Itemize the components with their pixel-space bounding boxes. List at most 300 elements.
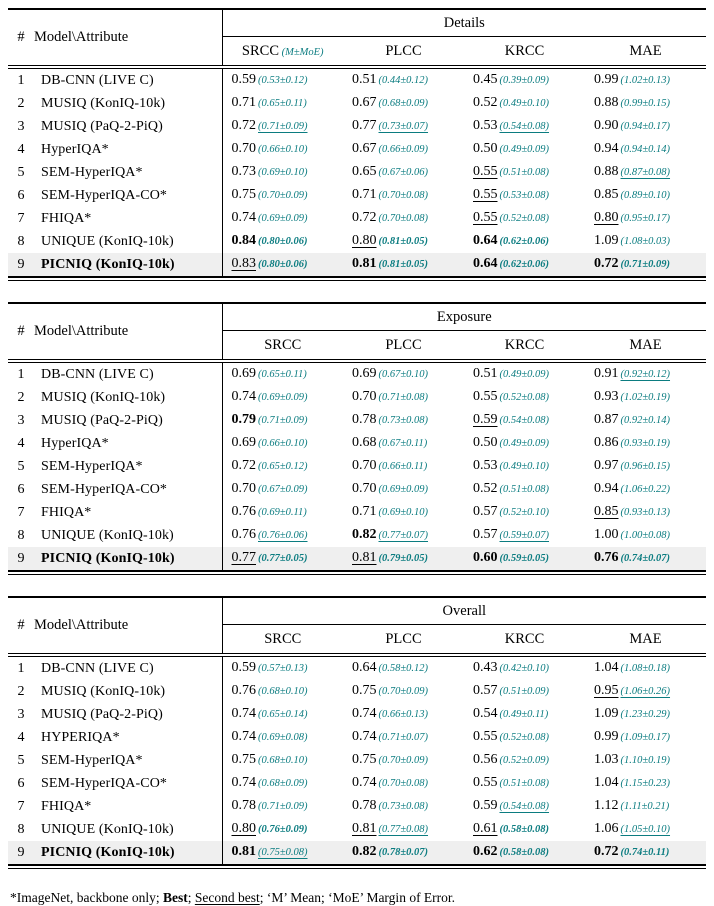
- metric-cell: [222, 230, 343, 253]
- row-number: 6: [17, 481, 25, 497]
- table-row: [8, 409, 706, 432]
- metric-moe: (1.23±0.29): [620, 709, 671, 720]
- metric-value: 0.57: [473, 683, 498, 698]
- metric-moe: (0.69±0.09): [258, 213, 308, 224]
- metric-cell: [222, 115, 343, 138]
- row-number: 9: [8, 547, 34, 571]
- row-number: 5: [17, 164, 25, 180]
- table-row: [8, 524, 706, 547]
- metric-moe: (0.66±0.10): [258, 438, 308, 449]
- metric-moe: (0.52±0.08): [499, 213, 550, 224]
- model-name: SEM-HyperIQA*: [41, 164, 143, 180]
- metric-cell: [464, 501, 585, 524]
- metric-moe: (0.65±0.11): [258, 98, 307, 109]
- header-row-group: [8, 9, 706, 37]
- metric-value: 0.80: [352, 233, 377, 248]
- metric-value: 0.70: [231, 141, 256, 156]
- metric-value: 0.70: [352, 481, 377, 496]
- metric-cell: [343, 67, 464, 92]
- table-row: [8, 138, 706, 161]
- metric-moe: (0.77±0.07): [378, 530, 429, 541]
- model-name: HYPERIQA*: [41, 729, 120, 745]
- details-table-wrapper: [8, 8, 706, 281]
- row-number: 5: [17, 458, 25, 474]
- metric-moe: (1.02±0.19): [620, 392, 671, 403]
- model-name: SEM-HyperIQA*: [41, 752, 143, 768]
- metric-cell: [222, 841, 343, 865]
- metric-moe: (0.67±0.06): [378, 167, 429, 178]
- metric-value: 0.97: [594, 458, 619, 473]
- table-row: [8, 115, 706, 138]
- model-name: DB-CNN (LIVE C): [41, 72, 154, 88]
- metric-moe: (0.69±0.09): [378, 484, 429, 495]
- metric-value: 0.67: [352, 95, 377, 110]
- metric-moe: (0.57±0.13): [258, 663, 308, 674]
- metric-value: 0.74: [352, 775, 377, 790]
- metric-cell: [464, 749, 585, 772]
- metric-value: 0.78: [352, 798, 377, 813]
- metric-value: 0.75: [352, 683, 377, 698]
- metric-value: 0.88: [594, 95, 619, 110]
- metric-value: 1.06: [594, 821, 619, 836]
- table-row: [8, 795, 706, 818]
- metric-moe: (0.77±0.08): [378, 824, 429, 835]
- metric-value: 0.52: [473, 95, 498, 110]
- metric-moe: (0.66±0.10): [258, 144, 308, 155]
- metric-moe: (0.68±0.09): [258, 778, 308, 789]
- model-attribute-column-header: Model\Attribute: [34, 9, 222, 67]
- metric-moe: (1.02±0.13): [620, 75, 671, 86]
- metric-moe: (0.75±0.08): [258, 847, 308, 858]
- metric-cell: [585, 409, 706, 432]
- metric-value: 1.04: [594, 660, 619, 675]
- metric-value: 0.81: [352, 550, 377, 565]
- metric-cell: [222, 703, 343, 726]
- metric-moe: (0.70±0.09): [258, 190, 308, 201]
- metric-moe: (0.69±0.09): [258, 392, 308, 403]
- metric-moe: (0.49±0.09): [499, 438, 550, 449]
- footnote-second-best-label: Second best: [194, 890, 260, 905]
- metric-moe: (0.53±0.08): [499, 190, 550, 201]
- metric-moe: (0.76±0.09): [258, 824, 308, 835]
- metric-cell: [343, 818, 464, 841]
- metric-moe: (0.51±0.08): [499, 167, 550, 178]
- metric-cell: [343, 455, 464, 478]
- metric-moe: (1.08±0.03): [620, 236, 671, 247]
- metric-cell: [343, 230, 464, 253]
- metric-cell: [585, 432, 706, 455]
- metric-value: 0.74: [231, 729, 256, 744]
- model-name: FHIQA*: [41, 210, 92, 226]
- metric-value: 0.69: [352, 366, 377, 381]
- row-number: 4: [17, 141, 25, 157]
- metric-value: 0.55: [473, 210, 498, 225]
- metric-cell: [464, 386, 585, 409]
- header-row-group: [8, 303, 706, 331]
- metric-cell: [343, 524, 464, 547]
- metric-value: 0.74: [352, 729, 377, 744]
- metric-value: 0.74: [352, 706, 377, 721]
- metric-cell: [222, 253, 343, 277]
- metric-cell: [343, 184, 464, 207]
- metric-moe: (0.52±0.08): [499, 392, 550, 403]
- metric-cell: [343, 432, 464, 455]
- model-name: DB-CNN (LIVE C): [41, 366, 154, 382]
- table-row: [8, 386, 706, 409]
- metric-cell: [464, 455, 585, 478]
- metric-moe: (0.69±0.11): [258, 507, 307, 518]
- metric-moe: (0.73±0.07): [378, 121, 429, 132]
- row-number: 5: [17, 752, 25, 768]
- metric-value: 0.91: [594, 366, 619, 381]
- metric-cell: [585, 253, 706, 277]
- metric-value: 0.69: [231, 366, 256, 381]
- table-row: [8, 749, 706, 772]
- metric-cell: [222, 361, 343, 386]
- row-number: 3: [17, 706, 25, 722]
- metric-moe: (1.08±0.18): [620, 663, 671, 674]
- metric-cell: [464, 67, 585, 92]
- metric-moe: (0.54±0.08): [499, 121, 550, 132]
- metric-value: 0.94: [594, 141, 619, 156]
- row-number: 8: [17, 527, 25, 543]
- metric-cell: [585, 161, 706, 184]
- details-table: [8, 8, 706, 278]
- metric-cell: [222, 818, 343, 841]
- metric-moe: (0.49±0.10): [499, 461, 550, 472]
- metric-cell: [464, 409, 585, 432]
- row-number: 4: [17, 435, 25, 451]
- metric-cell: [343, 92, 464, 115]
- metric-value: 0.70: [352, 389, 377, 404]
- metric-value: 0.71: [352, 187, 377, 202]
- table-row: [8, 432, 706, 455]
- metric-cell: [464, 655, 585, 680]
- metric-moe: (0.71±0.09): [258, 801, 308, 812]
- hash-column-header: #: [8, 597, 34, 655]
- metric-column-header-srcc: SRCC: [222, 625, 343, 656]
- metric-cell: [222, 795, 343, 818]
- metric-value: 0.64: [352, 660, 377, 675]
- metric-moe: (0.93±0.19): [620, 438, 671, 449]
- metric-cell: [585, 726, 706, 749]
- metric-column-header-krcc: KRCC: [464, 625, 585, 656]
- row-number: 2: [17, 95, 25, 111]
- metric-cell: [464, 478, 585, 501]
- metric-value: 0.70: [231, 481, 256, 496]
- model-name: UNIQUE (KonIQ-10k): [41, 821, 174, 837]
- metric-moe: (1.05±0.10): [620, 824, 671, 835]
- metric-cell: [464, 432, 585, 455]
- metric-cell: [585, 749, 706, 772]
- metric-value: 0.80: [231, 821, 256, 836]
- metric-value: 0.78: [352, 412, 377, 427]
- model-name: PICNIQ (KonIQ-10k): [34, 547, 222, 571]
- table-row: [8, 818, 706, 841]
- metric-value: 0.59: [473, 798, 498, 813]
- row-number: 7: [17, 210, 25, 226]
- table-row: [8, 253, 706, 277]
- metric-value: 0.74: [231, 706, 256, 721]
- metric-moe: (0.99±0.15): [620, 98, 671, 109]
- metric-value: 0.72: [594, 256, 619, 271]
- row-number: 1: [17, 72, 25, 88]
- metric-moe: (0.71±0.09): [258, 415, 308, 426]
- metric-cell: [222, 184, 343, 207]
- metric-moe: (0.94±0.17): [620, 121, 671, 132]
- metric-moe: (0.74±0.07): [620, 553, 671, 564]
- metric-cell: [343, 703, 464, 726]
- metric-cell: [222, 409, 343, 432]
- metric-cell: [464, 253, 585, 277]
- metric-value: 0.60: [473, 550, 498, 565]
- metric-value: 0.59: [473, 412, 498, 427]
- model-name: UNIQUE (KonIQ-10k): [41, 233, 174, 249]
- hash-column-header: #: [8, 9, 34, 67]
- metric-cell: [585, 818, 706, 841]
- metric-cell: [464, 138, 585, 161]
- metric-cell: [222, 432, 343, 455]
- metric-cell: [464, 772, 585, 795]
- metric-value: 0.72: [231, 118, 256, 133]
- metric-cell: [222, 138, 343, 161]
- metric-moe: (0.65±0.12): [258, 461, 308, 472]
- metric-cell: [464, 92, 585, 115]
- metric-moe: (0.52±0.09): [499, 755, 550, 766]
- metric-cell: [464, 795, 585, 818]
- row-number: 7: [17, 798, 25, 814]
- metric-moe: (1.10±0.19): [620, 755, 671, 766]
- metric-moe: (0.78±0.07): [378, 847, 429, 858]
- model-name: PICNIQ (KonIQ-10k): [34, 253, 222, 277]
- metric-moe: (0.54±0.08): [499, 801, 550, 812]
- metric-cell: [343, 795, 464, 818]
- metric-value: 0.55: [473, 164, 498, 179]
- metric-cell: [585, 478, 706, 501]
- metric-cell: [343, 841, 464, 865]
- metric-cell: [222, 161, 343, 184]
- metric-value: 0.75: [231, 187, 256, 202]
- metric-moe: (0.71±0.08): [378, 392, 429, 403]
- metric-cell: [222, 92, 343, 115]
- metric-moe: (0.67±0.11): [378, 438, 428, 449]
- metric-value: 0.73: [231, 164, 256, 179]
- metric-cell: [343, 386, 464, 409]
- metric-moe: (0.52±0.08): [499, 732, 550, 743]
- metric-cell: [585, 703, 706, 726]
- metric-value: 0.87: [594, 412, 619, 427]
- metric-value: 0.65: [352, 164, 377, 179]
- attribute-group-header: Details: [222, 9, 706, 37]
- metric-moe: (0.65±0.14): [258, 709, 308, 720]
- metric-moe: (0.68±0.10): [258, 755, 308, 766]
- row-number: 7: [17, 504, 25, 520]
- metric-cell: [222, 67, 343, 92]
- table-row: [8, 501, 706, 524]
- metric-value: 0.76: [594, 550, 619, 565]
- metric-value: 1.00: [594, 527, 619, 542]
- overall-table: [8, 596, 706, 866]
- metric-moe: (0.42±0.10): [499, 663, 550, 674]
- metric-value: 0.51: [473, 366, 498, 381]
- table-row: [8, 455, 706, 478]
- metric-value: 0.85: [594, 187, 619, 202]
- footnote-suffix: ; ‘M’ Mean; ‘MoE’ Margin of Error.: [259, 890, 456, 905]
- metric-cell: [464, 361, 585, 386]
- table-row: [8, 184, 706, 207]
- metric-cell: [585, 680, 706, 703]
- metric-value: 0.64: [473, 233, 498, 248]
- row-number: 6: [17, 187, 25, 203]
- model-name: FHIQA*: [41, 504, 92, 520]
- metric-cell: [585, 547, 706, 571]
- mean-moe-note: (M±MoE): [279, 46, 324, 58]
- metric-moe: (0.67±0.10): [378, 369, 429, 380]
- metric-moe: (0.71±0.09): [620, 259, 671, 270]
- metric-value: 0.72: [352, 210, 377, 225]
- row-number: 4: [17, 729, 25, 745]
- metric-value: 0.81: [352, 256, 377, 271]
- exposure-table: [8, 302, 706, 572]
- metric-cell: [343, 547, 464, 571]
- model-name: FHIQA*: [41, 798, 92, 814]
- metric-cell: [585, 524, 706, 547]
- row-number: 9: [8, 841, 34, 865]
- metric-moe: (0.62±0.06): [499, 259, 550, 270]
- metric-cell: [464, 841, 585, 865]
- metric-value: 1.12: [594, 798, 619, 813]
- metric-value: 0.88: [594, 164, 619, 179]
- metric-value: 0.56: [473, 752, 498, 767]
- metric-value: 0.76: [231, 504, 256, 519]
- metric-moe: (0.49±0.09): [499, 369, 550, 380]
- metric-value: 0.59: [231, 72, 256, 87]
- metric-moe: (0.59±0.07): [499, 530, 550, 541]
- metric-value: 0.74: [231, 775, 256, 790]
- metric-value: 0.81: [352, 821, 377, 836]
- table-row: [8, 726, 706, 749]
- model-name: UNIQUE (KonIQ-10k): [41, 527, 174, 543]
- metric-cell: [464, 680, 585, 703]
- metric-moe: (0.69±0.10): [258, 167, 308, 178]
- metric-value: 0.99: [594, 729, 619, 744]
- metric-moe: (0.77±0.05): [258, 553, 308, 564]
- metric-cell: [585, 795, 706, 818]
- metric-cell: [585, 92, 706, 115]
- metric-value: 0.50: [473, 141, 498, 156]
- metric-value: 0.85: [594, 504, 619, 519]
- metric-value: 0.74: [231, 389, 256, 404]
- model-name: HyperIQA*: [41, 435, 109, 451]
- metric-cell: [343, 749, 464, 772]
- model-name: MUSIQ (PaQ-2-PiQ): [41, 118, 163, 134]
- metric-value: 0.68: [352, 435, 377, 450]
- model-name: HyperIQA*: [41, 141, 109, 157]
- metric-value: 0.61: [473, 821, 498, 836]
- metric-moe: (0.49±0.10): [499, 98, 550, 109]
- metric-value: 0.93: [594, 389, 619, 404]
- metric-cell: [222, 455, 343, 478]
- metric-value: 0.55: [473, 729, 498, 744]
- metric-value: 0.43: [473, 660, 498, 675]
- metric-moe: (0.59±0.05): [499, 553, 550, 564]
- metric-moe: (0.58±0.08): [499, 847, 550, 858]
- row-number: 9: [8, 253, 34, 277]
- metric-column-header-mae: MAE: [585, 625, 706, 656]
- metric-moe: (0.51±0.08): [499, 484, 550, 495]
- hash-column-header: #: [8, 303, 34, 361]
- metric-moe: (0.81±0.05): [378, 259, 429, 270]
- model-name: SEM-HyperIQA-CO*: [41, 481, 168, 497]
- metric-column-header-plcc: PLCC: [343, 625, 464, 656]
- metric-value: 0.76: [231, 683, 256, 698]
- metric-value: 1.09: [594, 706, 619, 721]
- metric-value: 0.67: [352, 141, 377, 156]
- metric-moe: (0.66±0.09): [378, 144, 429, 155]
- metric-moe: (0.80±0.06): [258, 236, 308, 247]
- metric-value: 0.80: [594, 210, 619, 225]
- metric-moe: (0.53±0.12): [258, 75, 308, 86]
- metric-value: 0.53: [473, 458, 498, 473]
- footnote-best-label: Best: [162, 890, 188, 905]
- metric-cell: [585, 184, 706, 207]
- metric-value: 1.04: [594, 775, 619, 790]
- metric-value: 0.77: [352, 118, 377, 133]
- attribute-group-header: Exposure: [222, 303, 706, 331]
- metric-cell: [464, 818, 585, 841]
- metric-value: 0.83: [231, 256, 256, 271]
- metric-column-header-plcc: PLCC: [343, 37, 464, 68]
- metric-moe: (0.70±0.09): [378, 686, 429, 697]
- metric-cell: [585, 772, 706, 795]
- metric-value: 0.74: [231, 210, 256, 225]
- metric-moe: (0.51±0.08): [499, 778, 550, 789]
- metric-value: 0.76: [231, 527, 256, 542]
- table-row: [8, 207, 706, 230]
- metric-cell: [222, 772, 343, 795]
- metric-moe: (1.06±0.22): [620, 484, 671, 495]
- metric-cell: [585, 230, 706, 253]
- metric-moe: (0.66±0.11): [378, 461, 428, 472]
- metric-moe: (0.52±0.10): [499, 507, 550, 518]
- model-name: SEM-HyperIQA*: [41, 458, 143, 474]
- metric-moe: (0.93±0.13): [620, 507, 671, 518]
- metric-moe: (0.69±0.10): [378, 507, 429, 518]
- metric-cell: [343, 409, 464, 432]
- table-row: [8, 655, 706, 680]
- table-row: [8, 680, 706, 703]
- metric-moe: (0.62±0.06): [499, 236, 550, 247]
- metric-cell: [343, 138, 464, 161]
- metric-moe: (0.69±0.08): [258, 732, 308, 743]
- model-attribute-column-header: Model\Attribute: [34, 597, 222, 655]
- metric-moe: (0.39±0.09): [499, 75, 550, 86]
- metric-moe: (1.11±0.21): [620, 801, 670, 812]
- metric-value: 0.81: [231, 844, 256, 859]
- metric-cell: [343, 207, 464, 230]
- metric-cell: [585, 67, 706, 92]
- metric-value: 0.72: [231, 458, 256, 473]
- metric-cell: [222, 749, 343, 772]
- table-row: [8, 161, 706, 184]
- metric-cell: [222, 655, 343, 680]
- metric-column-header-srcc: SRCC (M±MoE): [222, 37, 343, 68]
- metric-moe: (1.15±0.23): [620, 778, 671, 789]
- metric-cell: [585, 386, 706, 409]
- metric-moe: (0.70±0.08): [378, 213, 429, 224]
- metric-cell: [222, 386, 343, 409]
- row-number: 1: [17, 366, 25, 382]
